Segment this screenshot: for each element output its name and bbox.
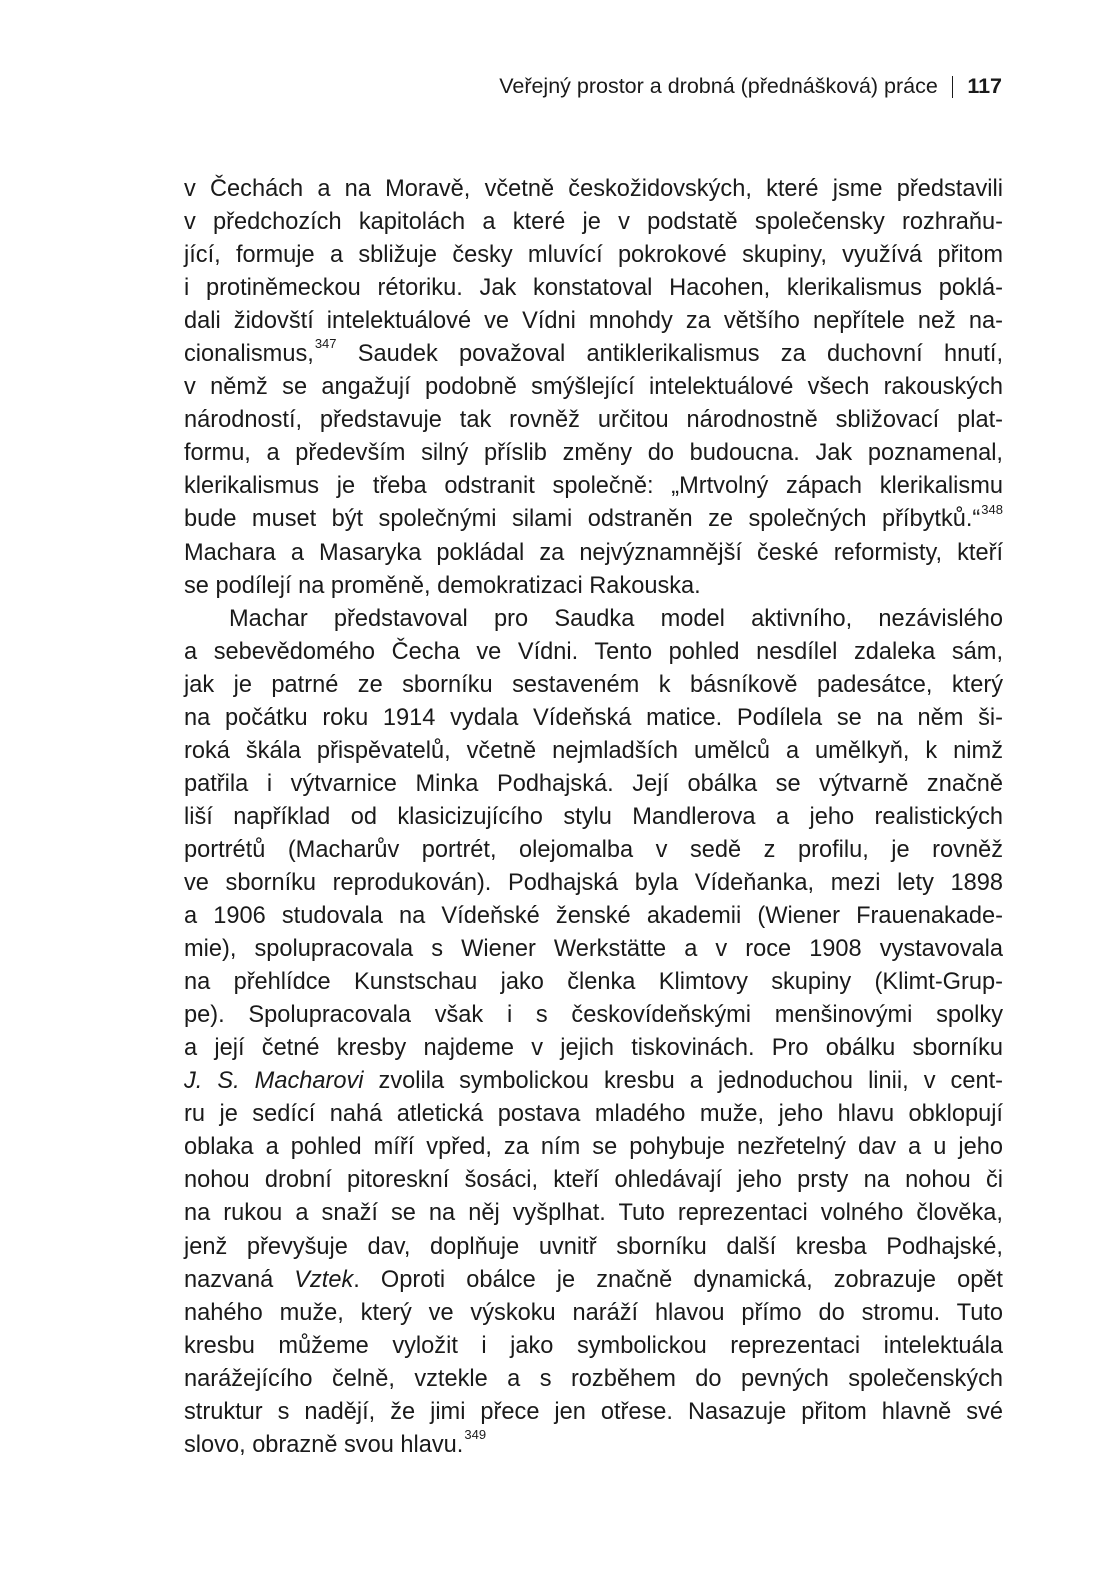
paragraph xyxy=(184,603,1003,1462)
page-number: 117 xyxy=(967,74,1002,98)
text-line: se podílejí na proměně, demokratizaci Rakouska. xyxy=(184,572,701,599)
running-title: Veřejný prostor a drobná (přednášková) práce xyxy=(499,74,938,98)
footnote-ref[interactable]: 348 xyxy=(981,501,1003,517)
text-line: formu, a především silný příslib změny do budoucna. Jak poznamenal, xyxy=(184,440,1003,467)
text-line: bude muset být společnými silami odstraněn ze společných příbytků.“$^{348}$ xyxy=(184,501,1003,533)
text-line: struktur s nadějí, že jimi přece jen otřese. Nasazuje přitom hlavně své xyxy=(184,1398,1003,1425)
text-line: i protiněmeckou rétoriku. Jak konstatoval Hacohen, klerikalismus poklá- xyxy=(184,275,1003,302)
text-line: narážejícího čelně, vztekle a s rozběhem do pevných společenských xyxy=(184,1365,1003,1392)
text-line: J. S. Macharovi zvolila symbolickou kresbu a jednoduchou linii, v cent- xyxy=(184,1068,1003,1095)
text-line: slovo, obrazně svou hlavu.$^{349}$ xyxy=(184,1426,487,1458)
text-line: nahého muže, který ve výskoku naráží hlavou přímo do stromu. Tuto xyxy=(184,1299,1003,1326)
italic-title: J. S. Macharovi xyxy=(184,1068,364,1095)
text-line: Machar představoval pro Saudka model aktivního, nezávislého xyxy=(229,605,1003,632)
text-line: na rukou a snaží se na něj vyšplhat. Tuto reprezentaci volného člověka, xyxy=(184,1200,1003,1227)
text-line: nohou drobní pitoreskní šosáci, kteří ohledávají jeho prsty na nohou či xyxy=(184,1167,1003,1194)
text-line: na počátku roku 1914 vydala Vídeňská matice. Podílela se na něm ši- xyxy=(184,704,1003,731)
text-line: jenž převyšuje dav, doplňuje uvnitř sborníku další kresba Podhajské, xyxy=(184,1233,1003,1260)
text-line: cionalismus,$^{347}$ Saudek považoval antiklerikalismus za duchovní hnutí, xyxy=(184,336,1003,368)
text-line: v Čechách a na Moravě, včetně českožidovských, které jsme představili xyxy=(184,176,1003,202)
text-line: klerikalismus je třeba odstranit společně: „Mrtvolný zápach klerikalismu xyxy=(184,473,1003,500)
header-separator xyxy=(952,76,954,98)
paragraph xyxy=(184,173,1003,603)
text-line: v němž se angažují podobně smýšlející intelektuálové všech rakouských xyxy=(184,374,1003,401)
text-line: a 1906 studovala na Vídeňské ženské akademii (Wiener Frauenakade- xyxy=(184,903,1003,930)
text-line: a její četné kresby najdeme v jejich tiskovinách. Pro obálku sborníku xyxy=(184,1035,1003,1062)
text-line: na přehlídce Kunstschau jako členka Klimtovy skupiny (Klimt-Grup- xyxy=(184,969,1003,996)
body-text xyxy=(184,173,1003,1462)
text-line: kresbu můžeme vyložit i jako symbolickou reprezentaci intelektuála xyxy=(184,1332,1003,1359)
footnote-ref[interactable]: 347 xyxy=(314,336,337,352)
text-line: mie), spolupracovala s Wiener Werkstätte a v roce 1908 vystavovala xyxy=(184,936,1003,963)
footnote-ref[interactable]: 349 xyxy=(464,1426,487,1442)
text-line: oblaka a pohled míří vpřed, za ním se pohybuje nezřetelný dav a u jeho xyxy=(184,1134,1003,1161)
text-line: Machara a Masaryka pokládal za nejvýznamnější české reformisty, kteří xyxy=(184,539,1003,566)
running-head xyxy=(499,74,1002,99)
text-line: roká škála přispěvatelů, včetně nejmladších umělců a umělkyň, k nimž xyxy=(184,737,1003,764)
text-line: jící, formuje a sbližuje česky mluvící pokrokové skupiny, využívá přitom xyxy=(184,242,1003,269)
text-line: ve sborníku reprodukován). Podhajská byla Vídeňanka, mezi lety 1898 xyxy=(184,869,1003,896)
text-line: nazvaná Vztek. Oproti obálce je značně dynamická, zobrazuje opět xyxy=(184,1266,1003,1293)
text-line: pe). Spolupracovala však i s českovídeňskými menšinovými spolky xyxy=(184,1002,1003,1029)
text-line: a sebevědomého Čecha ve Vídni. Tento pohled nesdílel zdaleka sám, xyxy=(184,638,1003,665)
text-line: liší například od klasicizujícího stylu Mandlerova a jeho realistických xyxy=(184,803,1003,830)
text-line: v předchozích kapitolách a které je v podstatě společensky rozhraňu- xyxy=(184,209,1003,236)
text-line: národností, představuje tak rovněž určitou národnostně sbližovací plat- xyxy=(184,407,1003,434)
text-line: patřila i výtvarnice Minka Podhajská. Její obálka se výtvarně značně xyxy=(184,770,1003,797)
text-line: ru je sedící nahá atletická postava mladého muže, jeho hlavu obklopují xyxy=(184,1101,1003,1128)
text-line: dali židovští intelektuálové ve Vídni mnohdy za většího nepřítele než na- xyxy=(184,308,1003,335)
italic-title: Vztek xyxy=(294,1266,354,1293)
text-line: jak je patrné ze sborníku sestaveném k básníkově padesátce, který xyxy=(184,671,1003,698)
text-line: portrétů (Macharův portrét, olejomalba v sedě z profilu, je rovněž xyxy=(184,836,1003,863)
